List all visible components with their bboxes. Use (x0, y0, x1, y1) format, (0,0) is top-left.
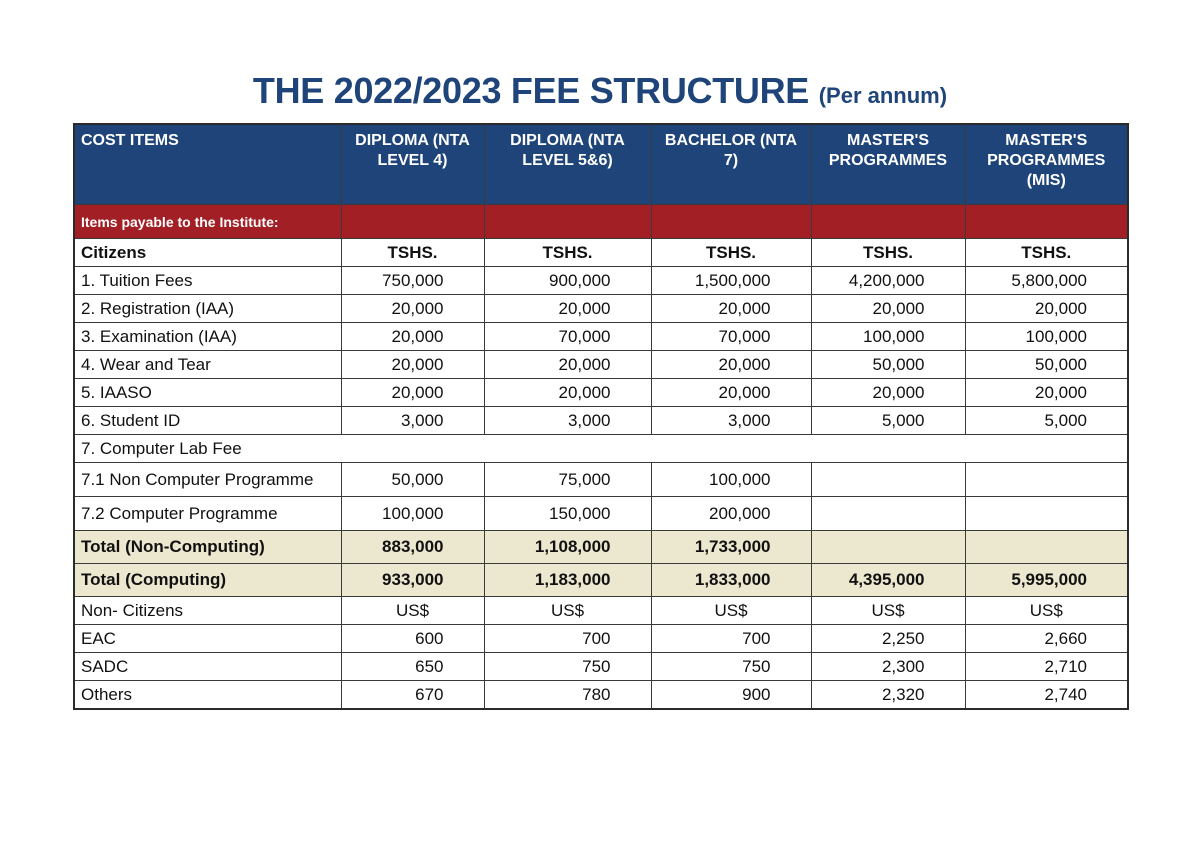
fee-rows (74, 267, 1128, 435)
value-cell: 20,000 (811, 295, 965, 323)
value-cell: 70,000 (484, 323, 651, 351)
fee-row (74, 323, 1128, 351)
row-label: 7.2 Computer Programme (74, 497, 341, 531)
value-cell: 3,000 (341, 407, 484, 435)
currency-cell: US$ (965, 597, 1128, 625)
value-cell: 100,000 (651, 463, 811, 497)
currency-cell: US$ (341, 597, 484, 625)
value-cell: 100,000 (965, 323, 1128, 351)
lab-rows (74, 463, 1128, 531)
citizens-label: Citizens (74, 239, 341, 267)
value-cell: 2,660 (965, 625, 1128, 653)
header-bachelor: BACHELOR (NTA 7) (651, 124, 811, 205)
payable-row (74, 205, 1128, 239)
value-cell: 200,000 (651, 497, 811, 531)
value-cell: 5,000 (811, 407, 965, 435)
value-cell: 4,395,000 (811, 564, 965, 597)
value-cell: 20,000 (965, 295, 1128, 323)
value-cell: 3,000 (484, 407, 651, 435)
row-label: 3. Examination (IAA) (74, 323, 341, 351)
row-label: SADC (74, 653, 341, 681)
title-main: THE 2022/2023 FEE STRUCTURE (252, 70, 810, 111)
value-cell: 20,000 (484, 295, 651, 323)
value-cell: 20,000 (341, 379, 484, 407)
value-cell: 50,000 (341, 463, 484, 497)
value-cell: 150,000 (484, 497, 651, 531)
row-label: 6. Student ID (74, 407, 341, 435)
value-cell: 5,800,000 (965, 267, 1128, 295)
page-title (0, 70, 1200, 112)
currency-cell: US$ (811, 597, 965, 625)
foreign-rows (74, 625, 1128, 710)
row-label: 7.1 Non Computer Programme (74, 463, 341, 497)
currency-cell: TSHS. (484, 239, 651, 267)
header-diploma-l56: DIPLOMA (NTA LEVEL 5&6) (484, 124, 651, 205)
lab-fee-row (74, 435, 1128, 463)
currency-cell: TSHS. (651, 239, 811, 267)
value-cell: 3,000 (651, 407, 811, 435)
fee-structure-table (73, 123, 1129, 710)
non-citizens-label: Non- Citizens (74, 597, 341, 625)
value-cell: 933,000 (341, 564, 484, 597)
header-masters: MASTER'S PROGRAMMES (811, 124, 965, 205)
foreign-row (74, 653, 1128, 681)
foreign-row (74, 625, 1128, 653)
value-cell (811, 531, 965, 564)
value-cell: 20,000 (341, 351, 484, 379)
value-cell: 5,995,000 (965, 564, 1128, 597)
header-cost-items: COST ITEMS (74, 124, 341, 205)
value-cell: 100,000 (811, 323, 965, 351)
value-cell: 1,108,000 (484, 531, 651, 564)
value-cell: 20,000 (341, 295, 484, 323)
value-cell: 750 (651, 653, 811, 681)
value-cell: 750 (484, 653, 651, 681)
row-label: 4. Wear and Tear (74, 351, 341, 379)
value-cell: 700 (484, 625, 651, 653)
lab-row (74, 463, 1128, 497)
row-label: 1. Tuition Fees (74, 267, 341, 295)
payable-label: Items payable to the Institute: (74, 205, 341, 239)
citizens-row (74, 239, 1128, 267)
currency-cell: US$ (484, 597, 651, 625)
total-rows (74, 531, 1128, 597)
value-cell: 20,000 (651, 351, 811, 379)
non-citizens-row (74, 597, 1128, 625)
currency-cell: US$ (651, 597, 811, 625)
row-label: 2. Registration (IAA) (74, 295, 341, 323)
value-cell: 2,250 (811, 625, 965, 653)
currency-cell: TSHS. (341, 239, 484, 267)
row-label: Total (Non-Computing) (74, 531, 341, 564)
value-cell (965, 497, 1128, 531)
header-diploma-l4: DIPLOMA (NTA LEVEL 4) (341, 124, 484, 205)
value-cell: 1,733,000 (651, 531, 811, 564)
header-masters-mis: MASTER'S PROGRAMMES (MIS) (965, 124, 1128, 205)
value-cell: 70,000 (651, 323, 811, 351)
value-cell: 900,000 (484, 267, 651, 295)
row-label: Others (74, 681, 341, 710)
value-cell: 670 (341, 681, 484, 710)
total-row (74, 564, 1128, 597)
value-cell: 1,183,000 (484, 564, 651, 597)
value-cell: 2,300 (811, 653, 965, 681)
value-cell: 700 (651, 625, 811, 653)
row-label: Total (Computing) (74, 564, 341, 597)
currency-cell: TSHS. (811, 239, 965, 267)
value-cell: 4,200,000 (811, 267, 965, 295)
fee-row (74, 379, 1128, 407)
value-cell: 2,710 (965, 653, 1128, 681)
title-subtitle: (Per annum) (818, 83, 948, 108)
value-cell: 900 (651, 681, 811, 710)
fee-row (74, 267, 1128, 295)
value-cell: 5,000 (965, 407, 1128, 435)
value-cell: 650 (341, 653, 484, 681)
value-cell: 1,500,000 (651, 267, 811, 295)
value-cell: 20,000 (651, 379, 811, 407)
value-cell: 20,000 (484, 379, 651, 407)
value-cell: 600 (341, 625, 484, 653)
value-cell: 100,000 (341, 497, 484, 531)
currency-cell: TSHS. (965, 239, 1128, 267)
value-cell: 50,000 (811, 351, 965, 379)
value-cell (965, 531, 1128, 564)
value-cell: 20,000 (651, 295, 811, 323)
value-cell: 20,000 (484, 351, 651, 379)
fee-row (74, 351, 1128, 379)
value-cell: 20,000 (811, 379, 965, 407)
value-cell: 2,320 (811, 681, 965, 710)
value-cell: 20,000 (341, 323, 484, 351)
foreign-row (74, 681, 1128, 710)
fee-row (74, 407, 1128, 435)
row-label: EAC (74, 625, 341, 653)
value-cell: 750,000 (341, 267, 484, 295)
value-cell: 1,833,000 (651, 564, 811, 597)
lab-row (74, 497, 1128, 531)
value-cell: 883,000 (341, 531, 484, 564)
value-cell: 780 (484, 681, 651, 710)
value-cell: 2,740 (965, 681, 1128, 710)
lab-fee-label: 7. Computer Lab Fee (74, 435, 1128, 463)
value-cell: 20,000 (965, 379, 1128, 407)
header-row (74, 124, 1128, 205)
value-cell (811, 497, 965, 531)
total-row (74, 531, 1128, 564)
value-cell (965, 463, 1128, 497)
value-cell (811, 463, 965, 497)
value-cell: 75,000 (484, 463, 651, 497)
row-label: 5. IAASO (74, 379, 341, 407)
fee-row (74, 295, 1128, 323)
value-cell: 50,000 (965, 351, 1128, 379)
